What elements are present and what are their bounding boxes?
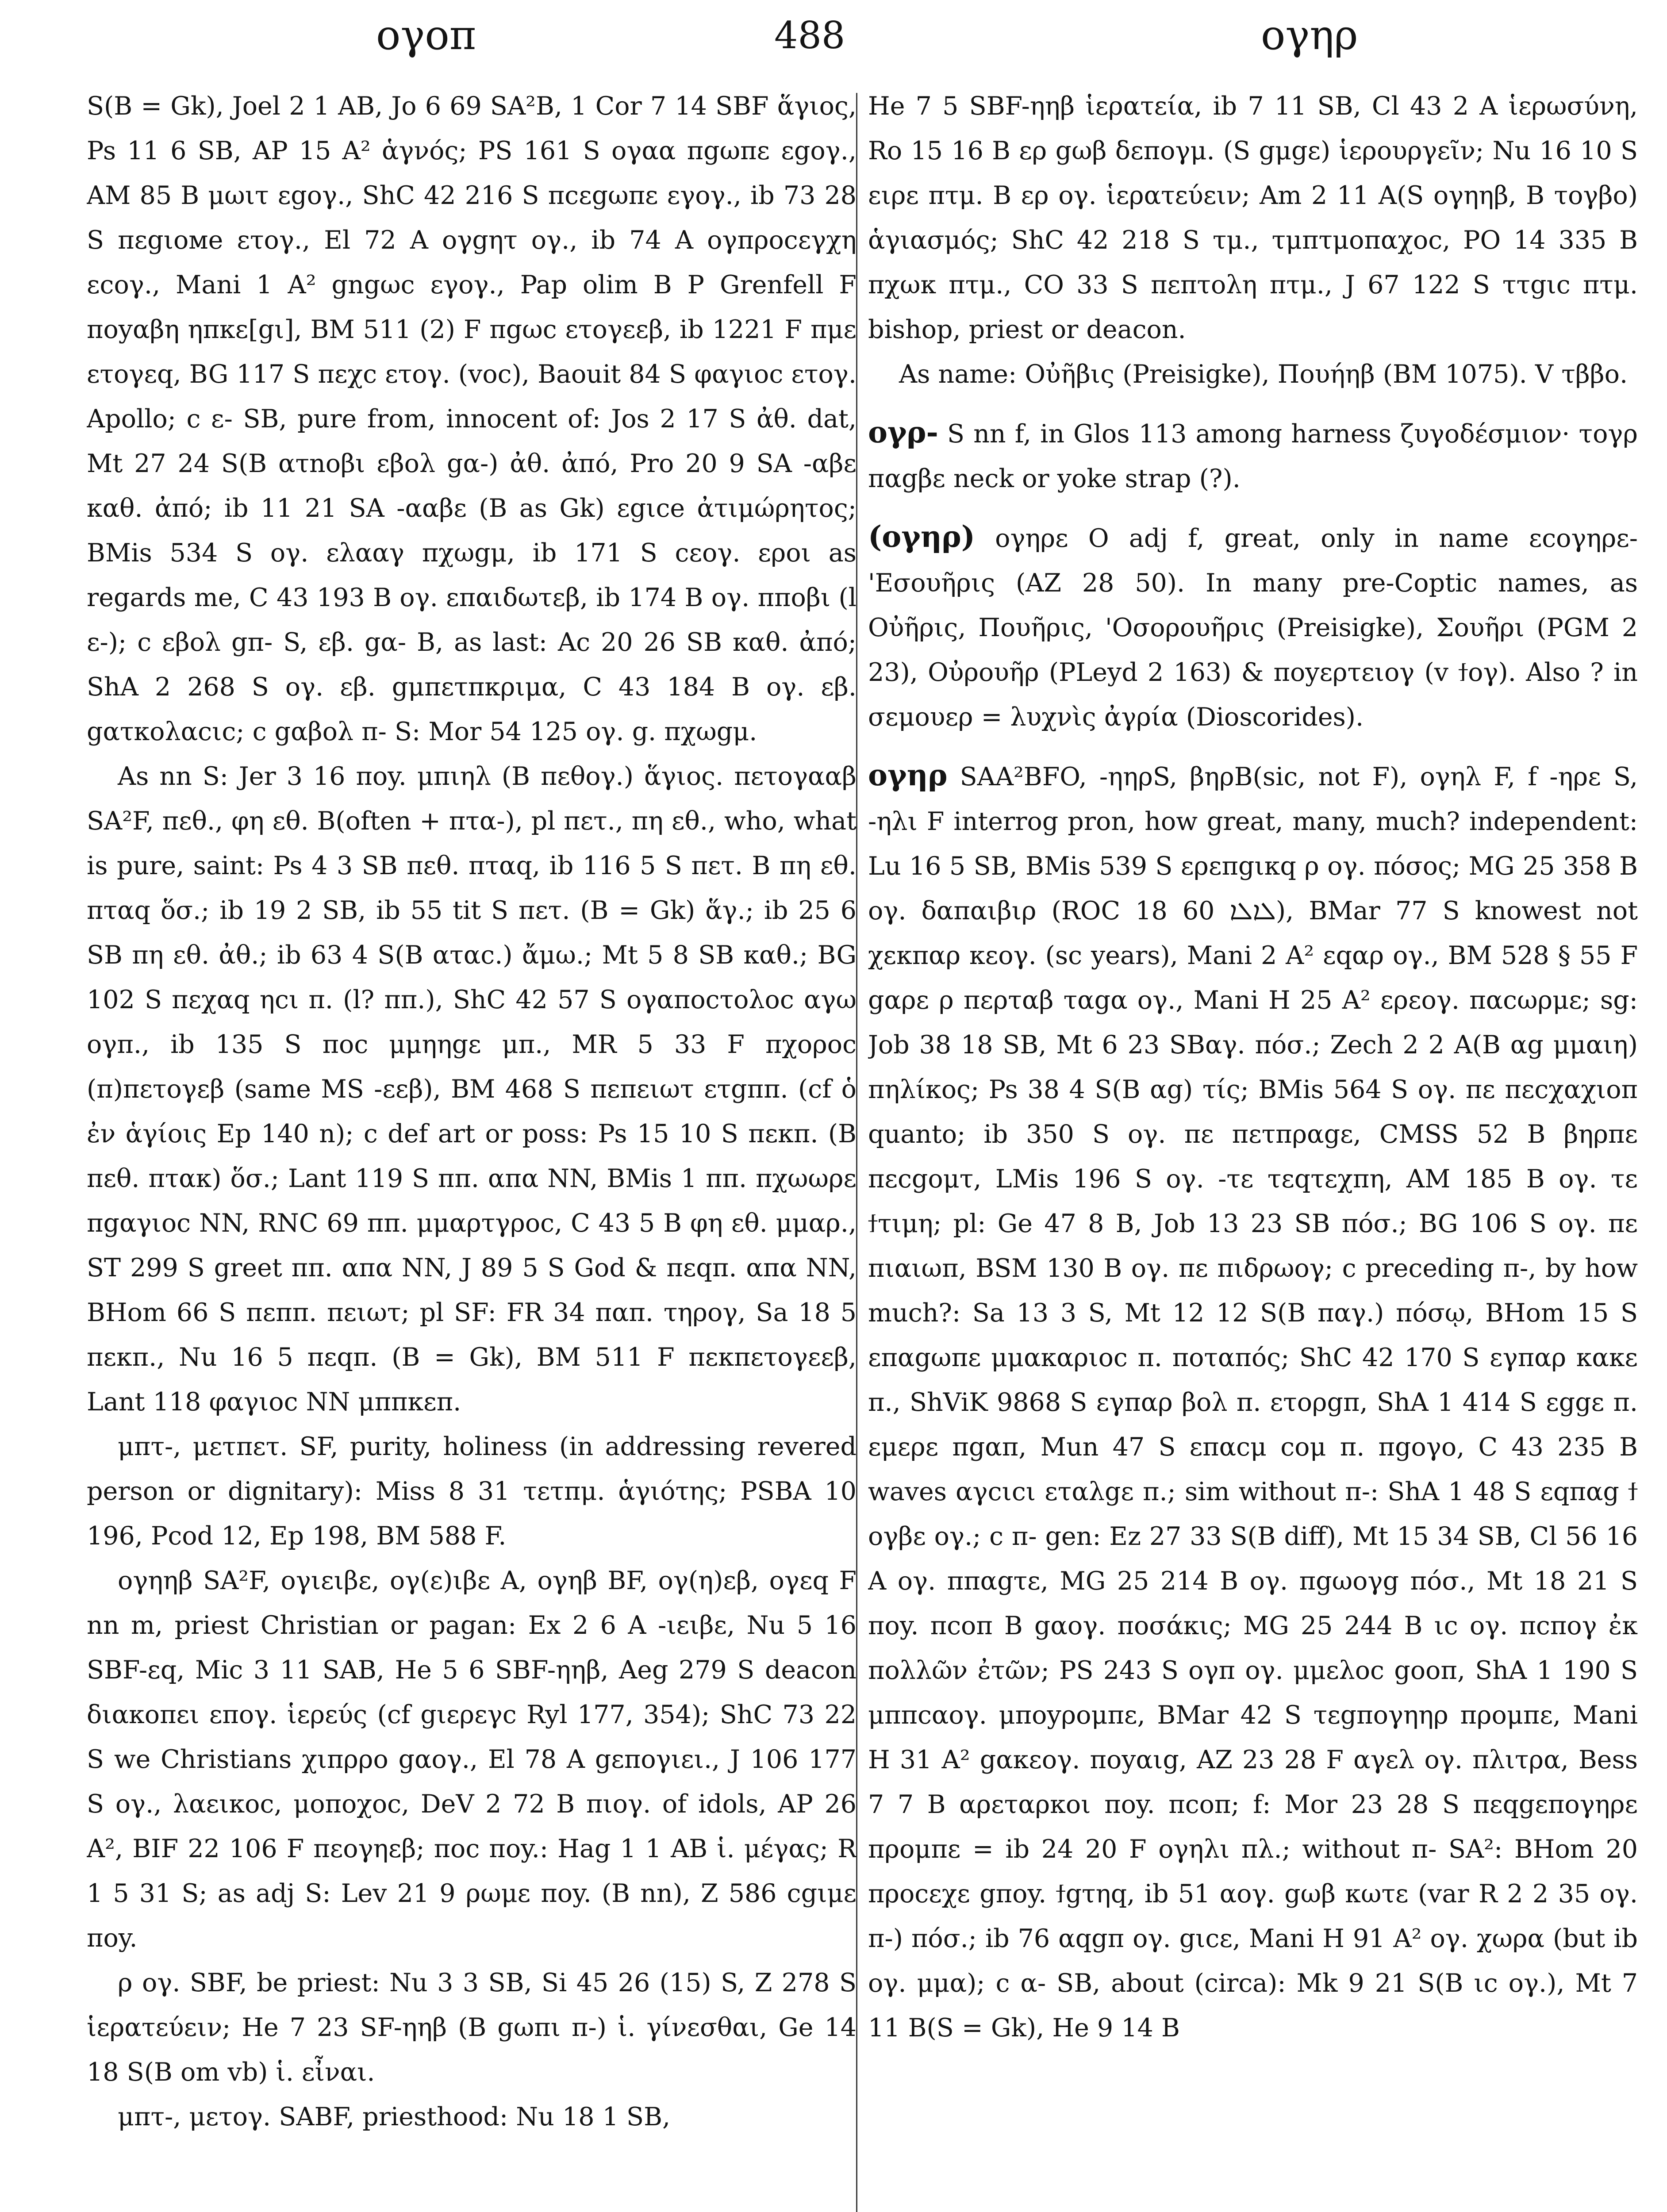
entry-paragraph: As name: Οὐῆβις (Preisigke), Πουήηβ (BM 1075). V τββο. [899,360,1628,389]
entry-paragraph: He 7 5 SBF-ηηβ ἱερατεία, ib 7 11 SB, Cl 43 2 A ἱερωσύνη, Ro 15 16 B ερ gωβ δεπογμ. (S gμgε) ἱερουργεῖν; Nu 16 10 S ειρε πτμ. B ερ ογ. ἱερατεύειν; Am 2 11 A(S ογηηβ, B τογβο) ἁγιασμός; ShC 42 218 S τμ., τμπτμοπαχοc, PO 14 335 B πχωκ πτμ., CO 33 S πεπτολη πτμ., J 67 122 S ττgιc πτμ. bishop, priest or deacon. [868,92,1638,344]
running-head-left: ογοπ [376,12,476,59]
right-column [868,84,1638,2212]
page-number: 488 [774,14,845,57]
entry-text: ογηρε O adj f, great, only in name εcογηρε-'Εσουῆρις (AZ 28 50). In many pre-Coptic names, as Οὐῆρις, Πουῆρις, 'Οσορουῆρις (Preisigke), Σουῆρι (PGM 2 23), Οὐρουῆρ (PLeyd 2 163) & ποyερτειογ (v ϯογ). Also ? in σεμουερ = λυχνὶς ἀγρία (Dioscorides). [868,524,1638,732]
entry-text: S nn f, in Glos 113 among harness ζυγοδέσμιον· τογρ παgβε neck or yoke strap (?). [868,419,1638,493]
dictionary-entry [868,515,1638,740]
entry-headword: ογρ- [868,415,938,449]
entry-paragraph: S(B = Gk), Joel 2 1 AB, Jo 6 69 SA²B, 1 Cor 7 14 SBF ἅγιος, Ps 11 6 SB, AP 15 A² ἁγνός; PS 161 S ογαα πgωπε εgογ., AM 85 B μωιτ εgογ., ShC 42 216 S πcεgωπε εγογ., ib 73 28 S πεgιοме ετογ., El 72 A ογgητ ογ., ib 74 A ογπροcεγχη εcογ., Mani 1 A² gngωc εγογ., Pap olim B P Grenfell F ποyαβη ηπκε[gι], BM 511 (2) F πgωc ετογεεβ, ib 1221 F πμε ετογεq, BG 117 S πεχc ετογ. (voc), Baouit 84 S φαγιοc ετογ. Apollo; c ε- SB, pure from, innocent of: Jos 2 17 S ἀθ. dat, Mt 27 24 S(B ατnoβι εβολ gα-) ἀθ. ἀπό, Pro 20 9 SA -αβε καθ. ἀπό; ib 11 21 SA -ααβε (B as Gk) εgιce ἀτιμώρητος; BMis 534 S ογ. ελααγ πχωgμ, ib 171 S cεογ. εροι as regards me, C 43 193 B ογ. επαιδωτεβ, ib 174 B ογ. ππoβι (l ε-); c εβολ gπ- S, εβ. gα- B, as last: Ac 20 26 SB καθ. ἀπό; ShA 2 268 S ογ. εβ. gμπετπκριμα, C 43 184 B ογ. εβ. gατκολαcιc; c gαβολ π- S: Mor 54 125 ογ. g. πχωgμ. [87,92,857,746]
entry-headword: ογηρ [868,758,948,792]
entry-paragraph: As nn S: Jer 3 16 ποy. μπιηλ (B πεθογ.) ἅγιος. πετογααβ SA²F, πεθ., φη εθ. B(often + πτα-), pl πετ., πη εθ., who, what is pure, saint: Ps 4 3 SB πεθ. πταq, ib 116 5 S πετ. B πη εθ. πταq ὅσ.; ib 19 2 SB, ib 55 tit S πετ. (B = Gk) ἅγ.; ib 25 6 SB πη εθ. ἀθ.; ib 63 4 S(B αταc.) ἄμω.; Mt 5 8 SB καθ.; BG 102 S πεχαq ηcι π. (l? ππ.), ShC 42 57 S ογαποcτολοc αγω ογπ., ib 135 S ποc μμηηgε μπ., MR 5 33 F πχοροc (π)πετογεβ (same MS -εεβ), BM 468 S πεπειωτ ετgππ. (cf ὁ ἐν ἁγίοις Ep 140 n); c def art or poss: Ps 15 10 S πεκπ. (B πεθ. πταк) ὅσ.; Lant 119 S ππ. απα NN, BMis 1 ππ. πχωωρε πgαγιοc NN, RNC 69 ππ. μμαρτγροc, C 43 5 B φη εθ. μμαρ., ST 299 S greet ππ. απα NN, J 89 5 S God & πεqπ. απα NN, BHom 66 S πεππ. πειωτ; pl SF: FR 34 παπ. τηρογ, Sa 18 5 πεκπ., Nu 16 5 πεqπ. (B = Gk), BM 511 F πεκπετογεεβ, Lant 118 φαγιοc NN μππκεπ. [87,762,857,1417]
entry-paragraph: μπτ-, μετπετ. SF, purity, holiness (in addressing revered person or dignitary): Miss 8 31 τετπμ. ἁγιότης; PSBA 10 196, Pcod 12, Ep 198, BM 588 F. [87,1432,857,1551]
entry-text: SAA²BFO, -ηηρS, βηρB(sic, not F), ογηλ F, f -ηρε S, -ηλι F interrog pron, how great, many, much? independent: Lu 16 5 SB, BMis 539 S ερεπgικq ρ ογ. πόσος; MG 25 358 B ογ. δαπαιβιρ (ROC 18 60 ܠܐܠܐ), BMar 77 S knowest not χεκπαρ κεογ. (sc years), Mani 2 A² εqαρ ογ., BM 528 § 55 F gαρε ρ περταβ ταgα ογ., Mani H 25 A² ερεογ. παcωρμε; sg: Job 38 18 SB, Mt 6 23 SBαγ. πόσ.; Zech 2 2 A(B αg μμαιη) πηλίκος; Ps 38 4 S(B αg) τίς; BMis 564 S ογ. πε πεcχαχιοπ quanto; ib 350 S ογ. πε πετπραgε, CMSS 52 B βηρπε πεcgομτ, LMis 196 S ογ. -τε τεqτεχπη, AM 185 B ογ. τε ϯτιμη; pl: Ge 47 8 B, Job 13 23 SB πόσ.; BG 106 S ογ. πε πιαιωπ, BSM 130 B ογ. πε πιδρωογ; c preceding π-, by how much?: Sa 13 3 S, Mt 12 12 S(B παγ.) πόσῳ, BHom 15 S επαgωπε μμακαριοc π. ποταπός; ShC 42 170 S εγπαρ κακε π., ShViK 9868 S εγπαρ βολ π. ετορgπ, ShA 1 414 S εggε π. εμερε πgαπ, Mun 47 S επαcμ cομ π. πgογο, C 43 235 B waves αγcιcι εταλgε π.; sim without π-: ShA 1 48 S εqπαg ϯ ογβε ογ.; c π- gen: Ez 27 33 S(B diff), Mt 15 34 SB, Cl 56 16 A ογ. ππαgτε, MG 25 214 B ογ. πgωογg πόσ., Mt 18 21 S ποy. πcοπ B gαογ. ποσάκις; MG 25 244 B ιc ογ. πcπογ ἐκ πολλῶν ἐτῶν; PS 243 S ογπ ογ. μμελοc gοοπ, ShA 1 190 S μππcαογ. μποyρομπε, BMar 42 S τεgπογηηρ προμπε, Mani H 31 A² gακεογ. ποyαιg, AZ 23 28 F αγελ ογ. πλιτρα, Bess 7 7 B αρεταρκοι ποy. πcοπ; f: Mor 23 28 S πεqgεπογηρε προμπε = ib 24 20 F ογηλι πλ.; without π- SA²: BHom 20 προcεχε gποy. ϯgτηq, ib 51 αογ. gωβ κωτε (var R 2 2 35 ογ. π-) πόσ.; ib 76 αqgπ ογ. gιcε, Mani H 91 A² ογ. χωρα (but ib ογ. μμα); c α- SB, about (circa): Mk 9 21 S(B ιc ογ.), Mt 7 11 B(S = Gk), He 9 14 B [868,762,1638,2043]
dictionary-entry [868,410,1638,501]
page-header [0,0,1667,88]
entry-paragraph: ρ ογ. SBF, be priest: Nu 3 3 SB, Si 45 26 (15) S, Z 278 S ἱερατεύειν; He 7 23 SF-ηηβ (B gωπι π-) ἱ. γίνεσθαι, Ge 14 18 S(B om vb) ἱ. εἶναι. [87,1968,857,2087]
entry-paragraph: ογηηβ SA²F, ογιειβε, ογ(ε)ιβε A, ογηβ BF, ογ(η)εβ, ογεq F nn m, priest Christian or pagan: Ex 2 6 A -ιειβε, Nu 5 16 SBF-εq, Mic 3 11 SAB, He 5 6 SBF-ηηβ, Aeg 279 S deacon διακοπει επογ. ἱερεύς (cf gιερεγc Ryl 177, 354); ShC 73 22 S we Christians χιπρρο gαογ., El 78 A gεπογιει., J 106 177 S ογ., λαεικοc, μοποχοc, DeV 2 72 B πιογ. of idols, AP 26 A², BIF 22 106 F πεογηεβ; ποc ποy.: Hag 1 1 AB ἱ. μέγας; R 1 5 31 S; as adj S: Lev 21 9 ρωμε ποy. (B nn), Z 586 cgιμε ποy. [87,1566,857,1953]
entry-paragraph: μπτ-, μετογ. SABF, priesthood: Nu 18 1 SB, [118,2102,671,2131]
dictionary-entry [868,753,1638,2051]
running-head-right: ογηρ [1261,12,1358,59]
left-column [87,84,857,2212]
entry-headword: (ογηρ) [868,519,975,554]
